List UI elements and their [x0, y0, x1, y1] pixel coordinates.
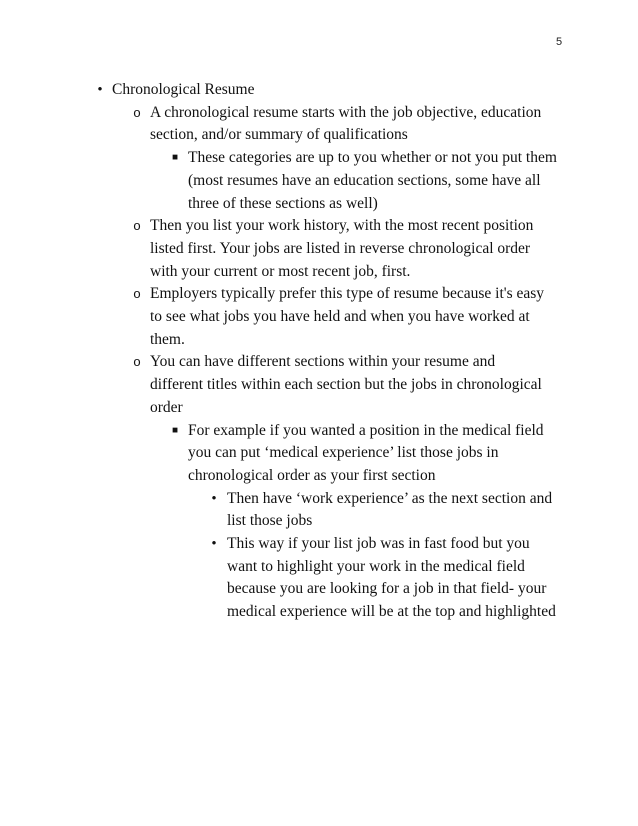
document-body: [0, 79, 638, 624]
list-item: [0, 283, 638, 351]
square-bullet-icon: ■: [171, 152, 179, 164]
list-item-text: Then you list your work history, with the most recent position listed first. Your jobs are listed in reverse chronological order with your current or most recent job, first.: [150, 217, 534, 280]
list-item-text: For example if you wanted a position in the medical field you can put ‘medical experience’ list those jobs in chronological order as your first section: [188, 421, 544, 484]
list-item: [0, 420, 638, 488]
list-item: [0, 351, 638, 419]
list-item-text: Chronological Resume: [112, 81, 255, 98]
list-item-text: This way if your list job was in fast food but you want to highlight your work in the medical field because you are looking for a job in that field- your medical experience will be at the top and highlighted: [227, 535, 556, 621]
list-item: [0, 215, 638, 283]
list-item: [0, 488, 638, 533]
bullet-icon: •: [211, 490, 217, 507]
bullet-icon: •: [97, 82, 103, 98]
list-item: [0, 533, 638, 624]
square-bullet-icon: ■: [171, 424, 179, 436]
list-item-text: Then have ‘work experience’ as the next section and list those jobs: [227, 489, 553, 530]
list-item: [0, 102, 638, 147]
list-item-chronological-resume: [0, 79, 638, 102]
circle-bullet-icon: o: [133, 218, 141, 234]
page-number: 5: [556, 36, 563, 48]
circle-bullet-icon: o: [133, 286, 141, 302]
circle-bullet-icon: o: [133, 104, 141, 120]
list-item-text: You can have different sections within your resume and different titles within each section but the jobs in chronological order: [150, 353, 542, 416]
circle-bullet-icon: o: [133, 354, 141, 370]
bullet-icon: •: [211, 536, 217, 553]
list-item-text: These categories are up to you whether or not you put them (most resumes have an education sections, some have all three of these sections as well): [188, 149, 557, 212]
list-item: [0, 147, 638, 215]
list-item-text: Employers typically prefer this type of resume because it's easy to see what jobs you have held and when you have worked at them.: [150, 285, 545, 348]
list-item-text: A chronological resume starts with the job objective, education section, and/or summary of qualifications: [150, 103, 542, 144]
